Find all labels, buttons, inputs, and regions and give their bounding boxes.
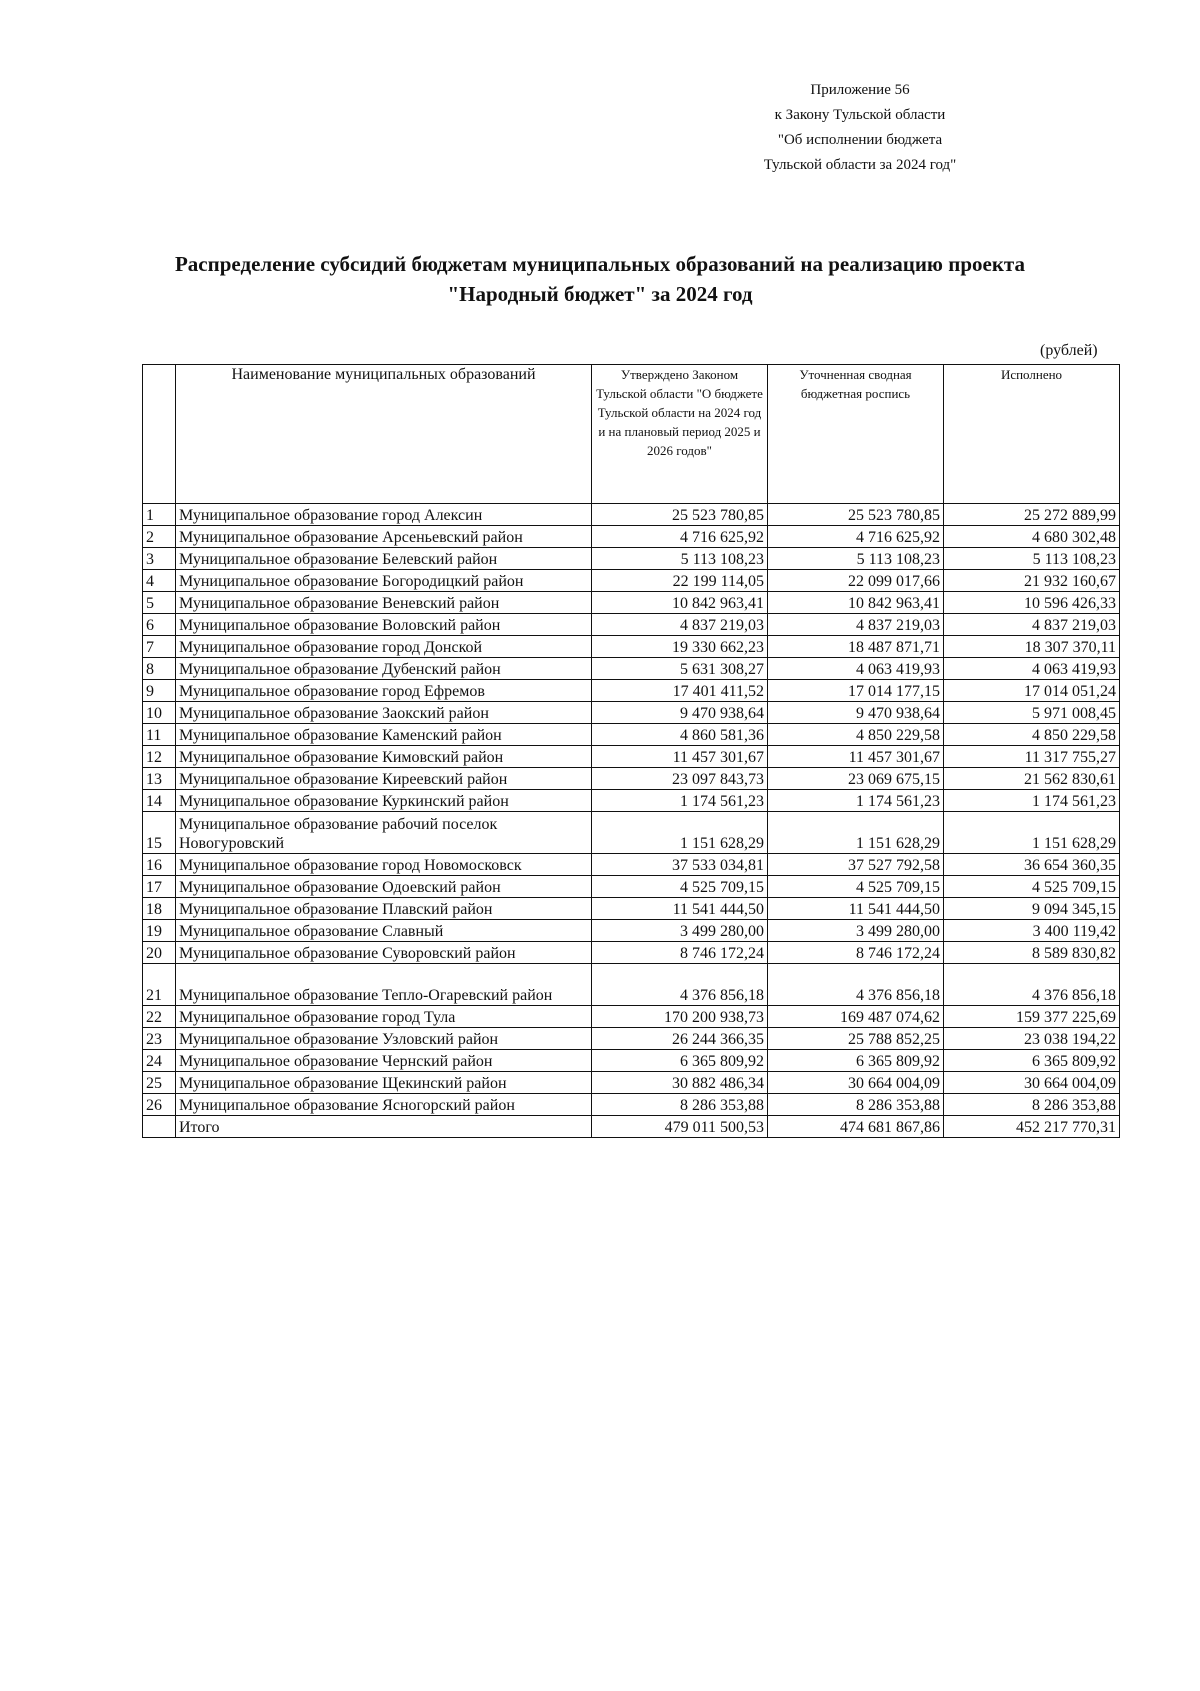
table-row (143, 1072, 1120, 1094)
cell-approved: 4 525 709,15 (592, 876, 768, 898)
cell-refined: 10 842 963,41 (768, 592, 944, 614)
appendix-line-3: "Об исполнении бюджета (777, 132, 943, 148)
cell-refined: 25 523 780,85 (768, 504, 944, 526)
cell-name: Муниципальное образование Арсеньевский район (176, 526, 592, 548)
table-row (143, 768, 1120, 790)
cell-approved: 9 470 938,64 (592, 702, 768, 724)
cell-approved: 4 716 625,92 (592, 526, 768, 548)
cell-executed: 4 837 219,03 (944, 614, 1120, 636)
table-row (143, 526, 1120, 548)
header-approved: Утверждено Законом Тульской области "О бюджете Тульской области на 2024 год и на плановый период 2025 и 2026 годов" (592, 365, 768, 504)
cell-name: Муниципальное образование Богородицкий район (176, 570, 592, 592)
cell-executed: 3 400 119,42 (944, 920, 1120, 942)
table-row (143, 1050, 1120, 1072)
table-row (143, 636, 1120, 658)
table-row (143, 746, 1120, 768)
table-row (143, 702, 1120, 724)
cell-executed: 4 525 709,15 (944, 876, 1120, 898)
cell-refined: 4 850 229,58 (768, 724, 944, 746)
cell-num: 21 (143, 964, 176, 1006)
table-row (143, 1094, 1120, 1116)
cell-num (143, 1116, 176, 1138)
cell-name: Муниципальное образование Узловский район (176, 1028, 592, 1050)
cell-num: 11 (143, 724, 176, 746)
cell-refined: 6 365 809,92 (768, 1050, 944, 1072)
appendix-line-2: к Закону Тульской области (774, 107, 946, 123)
table-body (143, 504, 1120, 1138)
cell-executed: 25 272 889,99 (944, 504, 1120, 526)
cell-refined: 5 113 108,23 (768, 548, 944, 570)
cell-approved: 3 499 280,00 (592, 920, 768, 942)
cell-approved: 22 199 114,05 (592, 570, 768, 592)
cell-num: 2 (143, 526, 176, 548)
table-row (143, 920, 1120, 942)
cell-name: Итого (176, 1116, 592, 1138)
cell-name: Муниципальное образование Каменский район (176, 724, 592, 746)
cell-num: 1 (143, 504, 176, 526)
subsidy-table (142, 364, 1120, 1138)
cell-num: 5 (143, 592, 176, 614)
cell-refined: 4 716 625,92 (768, 526, 944, 548)
cell-refined: 9 470 938,64 (768, 702, 944, 724)
cell-executed: 9 094 345,15 (944, 898, 1120, 920)
title-line-1: Распределение субсидий бюджетам муниципальных образований на реализацию проекта (174, 252, 1026, 276)
cell-approved: 6 365 809,92 (592, 1050, 768, 1072)
header-name: Наименование муниципальных образований (176, 365, 592, 504)
cell-executed: 36 654 360,35 (944, 854, 1120, 876)
appendix-line-1: Приложение 56 (810, 82, 910, 98)
cell-approved: 11 457 301,67 (592, 746, 768, 768)
document-title (150, 249, 1050, 309)
cell-executed: 10 596 426,33 (944, 592, 1120, 614)
cell-refined: 4 525 709,15 (768, 876, 944, 898)
cell-executed: 8 286 353,88 (944, 1094, 1120, 1116)
table-row (143, 1006, 1120, 1028)
cell-name: Муниципальное образование Плавский район (176, 898, 592, 920)
cell-refined: 3 499 280,00 (768, 920, 944, 942)
table-row (143, 658, 1120, 680)
cell-name: Муниципальное образование Щекинский район (176, 1072, 592, 1094)
table-row (143, 876, 1120, 898)
cell-executed: 4 680 302,48 (944, 526, 1120, 548)
cell-approved: 26 244 366,35 (592, 1028, 768, 1050)
cell-refined: 4 063 419,93 (768, 658, 944, 680)
table-row (143, 724, 1120, 746)
title-line-2: "Народный бюджет" за 2024 год (447, 282, 753, 306)
cell-refined: 8 746 172,24 (768, 942, 944, 964)
cell-name: Муниципальное образование Кимовский район (176, 746, 592, 768)
table-row (143, 942, 1120, 964)
cell-num: 12 (143, 746, 176, 768)
cell-executed: 6 365 809,92 (944, 1050, 1120, 1072)
cell-name: Муниципальное образование Дубенский район (176, 658, 592, 680)
cell-num: 13 (143, 768, 176, 790)
cell-approved: 5 113 108,23 (592, 548, 768, 570)
cell-executed: 452 217 770,31 (944, 1116, 1120, 1138)
cell-name: Муниципальное образование Белевский район (176, 548, 592, 570)
cell-num: 24 (143, 1050, 176, 1072)
cell-num: 6 (143, 614, 176, 636)
cell-name: Муниципальное образование Чернский район (176, 1050, 592, 1072)
cell-executed: 30 664 004,09 (944, 1072, 1120, 1094)
cell-executed: 11 317 755,27 (944, 746, 1120, 768)
cell-executed: 18 307 370,11 (944, 636, 1120, 658)
cell-refined: 4 837 219,03 (768, 614, 944, 636)
cell-executed: 159 377 225,69 (944, 1006, 1120, 1028)
table-row (143, 812, 1120, 854)
cell-executed: 1 174 561,23 (944, 790, 1120, 812)
cell-approved: 23 097 843,73 (592, 768, 768, 790)
cell-approved: 170 200 938,73 (592, 1006, 768, 1028)
cell-executed: 17 014 051,24 (944, 680, 1120, 702)
table-row (143, 680, 1120, 702)
table-row (143, 1028, 1120, 1050)
cell-name: Муниципальное образование Одоевский район (176, 876, 592, 898)
cell-executed: 4 063 419,93 (944, 658, 1120, 680)
cell-refined: 18 487 871,71 (768, 636, 944, 658)
cell-num: 7 (143, 636, 176, 658)
cell-approved: 1 151 628,29 (592, 812, 768, 854)
header-refined: Уточненная сводная бюджетная роспись (768, 365, 944, 504)
cell-executed: 8 589 830,82 (944, 942, 1120, 964)
cell-num: 14 (143, 790, 176, 812)
cell-executed: 5 113 108,23 (944, 548, 1120, 570)
table-row (143, 614, 1120, 636)
cell-refined: 474 681 867,86 (768, 1116, 944, 1138)
appendix-line-4: Тульской области за 2024 год" (763, 157, 957, 173)
cell-num: 10 (143, 702, 176, 724)
units-label: (рублей) (1040, 342, 1098, 359)
cell-approved: 1 174 561,23 (592, 790, 768, 812)
table-row (143, 592, 1120, 614)
cell-approved: 5 631 308,27 (592, 658, 768, 680)
cell-refined: 37 527 792,58 (768, 854, 944, 876)
cell-executed: 1 151 628,29 (944, 812, 1120, 854)
cell-num: 22 (143, 1006, 176, 1028)
table-row (143, 570, 1120, 592)
cell-name: Муниципальное образование город Тула (176, 1006, 592, 1028)
cell-approved: 4 376 856,18 (592, 964, 768, 1006)
cell-executed: 23 038 194,22 (944, 1028, 1120, 1050)
cell-approved: 10 842 963,41 (592, 592, 768, 614)
table-row (143, 854, 1120, 876)
cell-name: Муниципальное образование Заокский район (176, 702, 592, 724)
cell-name: Муниципальное образование Куркинский район (176, 790, 592, 812)
cell-executed: 21 562 830,61 (944, 768, 1120, 790)
table-header-row (143, 365, 1120, 504)
cell-executed: 4 376 856,18 (944, 964, 1120, 1006)
table-row (143, 790, 1120, 812)
cell-num: 26 (143, 1094, 176, 1116)
cell-num: 23 (143, 1028, 176, 1050)
cell-name: Муниципальное образование Тепло-Огаревский район (176, 964, 592, 1006)
table-row (143, 964, 1120, 1006)
cell-approved: 19 330 662,23 (592, 636, 768, 658)
cell-approved: 479 011 500,53 (592, 1116, 768, 1138)
cell-refined: 8 286 353,88 (768, 1094, 944, 1116)
cell-name: Муниципальное образование город Новомосковск (176, 854, 592, 876)
cell-num: 9 (143, 680, 176, 702)
cell-num: 16 (143, 854, 176, 876)
cell-executed: 5 971 008,45 (944, 702, 1120, 724)
cell-refined: 11 541 444,50 (768, 898, 944, 920)
cell-num: 15 (143, 812, 176, 854)
cell-refined: 30 664 004,09 (768, 1072, 944, 1094)
cell-approved: 30 882 486,34 (592, 1072, 768, 1094)
cell-name: Муниципальное образование Ясногорский район (176, 1094, 592, 1116)
cell-approved: 37 533 034,81 (592, 854, 768, 876)
cell-refined: 1 151 628,29 (768, 812, 944, 854)
cell-name: Муниципальное образование рабочий поселок Новогуровский (176, 812, 592, 854)
cell-refined: 4 376 856,18 (768, 964, 944, 1006)
table-row (143, 898, 1120, 920)
cell-num: 18 (143, 898, 176, 920)
cell-executed: 4 850 229,58 (944, 724, 1120, 746)
cell-name: Муниципальное образование Воловский район (176, 614, 592, 636)
cell-name: Муниципальное образование город Донской (176, 636, 592, 658)
cell-approved: 4 860 581,36 (592, 724, 768, 746)
header-executed: Исполнено (944, 365, 1120, 504)
cell-num: 20 (143, 942, 176, 964)
cell-executed: 21 932 160,67 (944, 570, 1120, 592)
cell-approved: 17 401 411,52 (592, 680, 768, 702)
cell-approved: 8 286 353,88 (592, 1094, 768, 1116)
cell-approved: 11 541 444,50 (592, 898, 768, 920)
cell-num: 17 (143, 876, 176, 898)
cell-name: Муниципальное образование Суворовский район (176, 942, 592, 964)
cell-refined: 17 014 177,15 (768, 680, 944, 702)
cell-approved: 4 837 219,03 (592, 614, 768, 636)
cell-refined: 22 099 017,66 (768, 570, 944, 592)
cell-name: Муниципальное образование Киреевский район (176, 768, 592, 790)
cell-name: Муниципальное образование город Алексин (176, 504, 592, 526)
table-total-row (143, 1116, 1120, 1138)
cell-refined: 169 487 074,62 (768, 1006, 944, 1028)
cell-approved: 25 523 780,85 (592, 504, 768, 526)
cell-num: 25 (143, 1072, 176, 1094)
cell-num: 8 (143, 658, 176, 680)
cell-num: 19 (143, 920, 176, 942)
table-row (143, 504, 1120, 526)
cell-refined: 25 788 852,25 (768, 1028, 944, 1050)
header-num (143, 365, 176, 504)
cell-refined: 11 457 301,67 (768, 746, 944, 768)
cell-approved: 8 746 172,24 (592, 942, 768, 964)
cell-refined: 1 174 561,23 (768, 790, 944, 812)
table-row (143, 548, 1120, 570)
appendix-header (700, 78, 1020, 178)
cell-name: Муниципальное образование Веневский район (176, 592, 592, 614)
cell-refined: 23 069 675,15 (768, 768, 944, 790)
cell-num: 3 (143, 548, 176, 570)
cell-name: Муниципальное образование Славный (176, 920, 592, 942)
cell-name: Муниципальное образование город Ефремов (176, 680, 592, 702)
cell-num: 4 (143, 570, 176, 592)
